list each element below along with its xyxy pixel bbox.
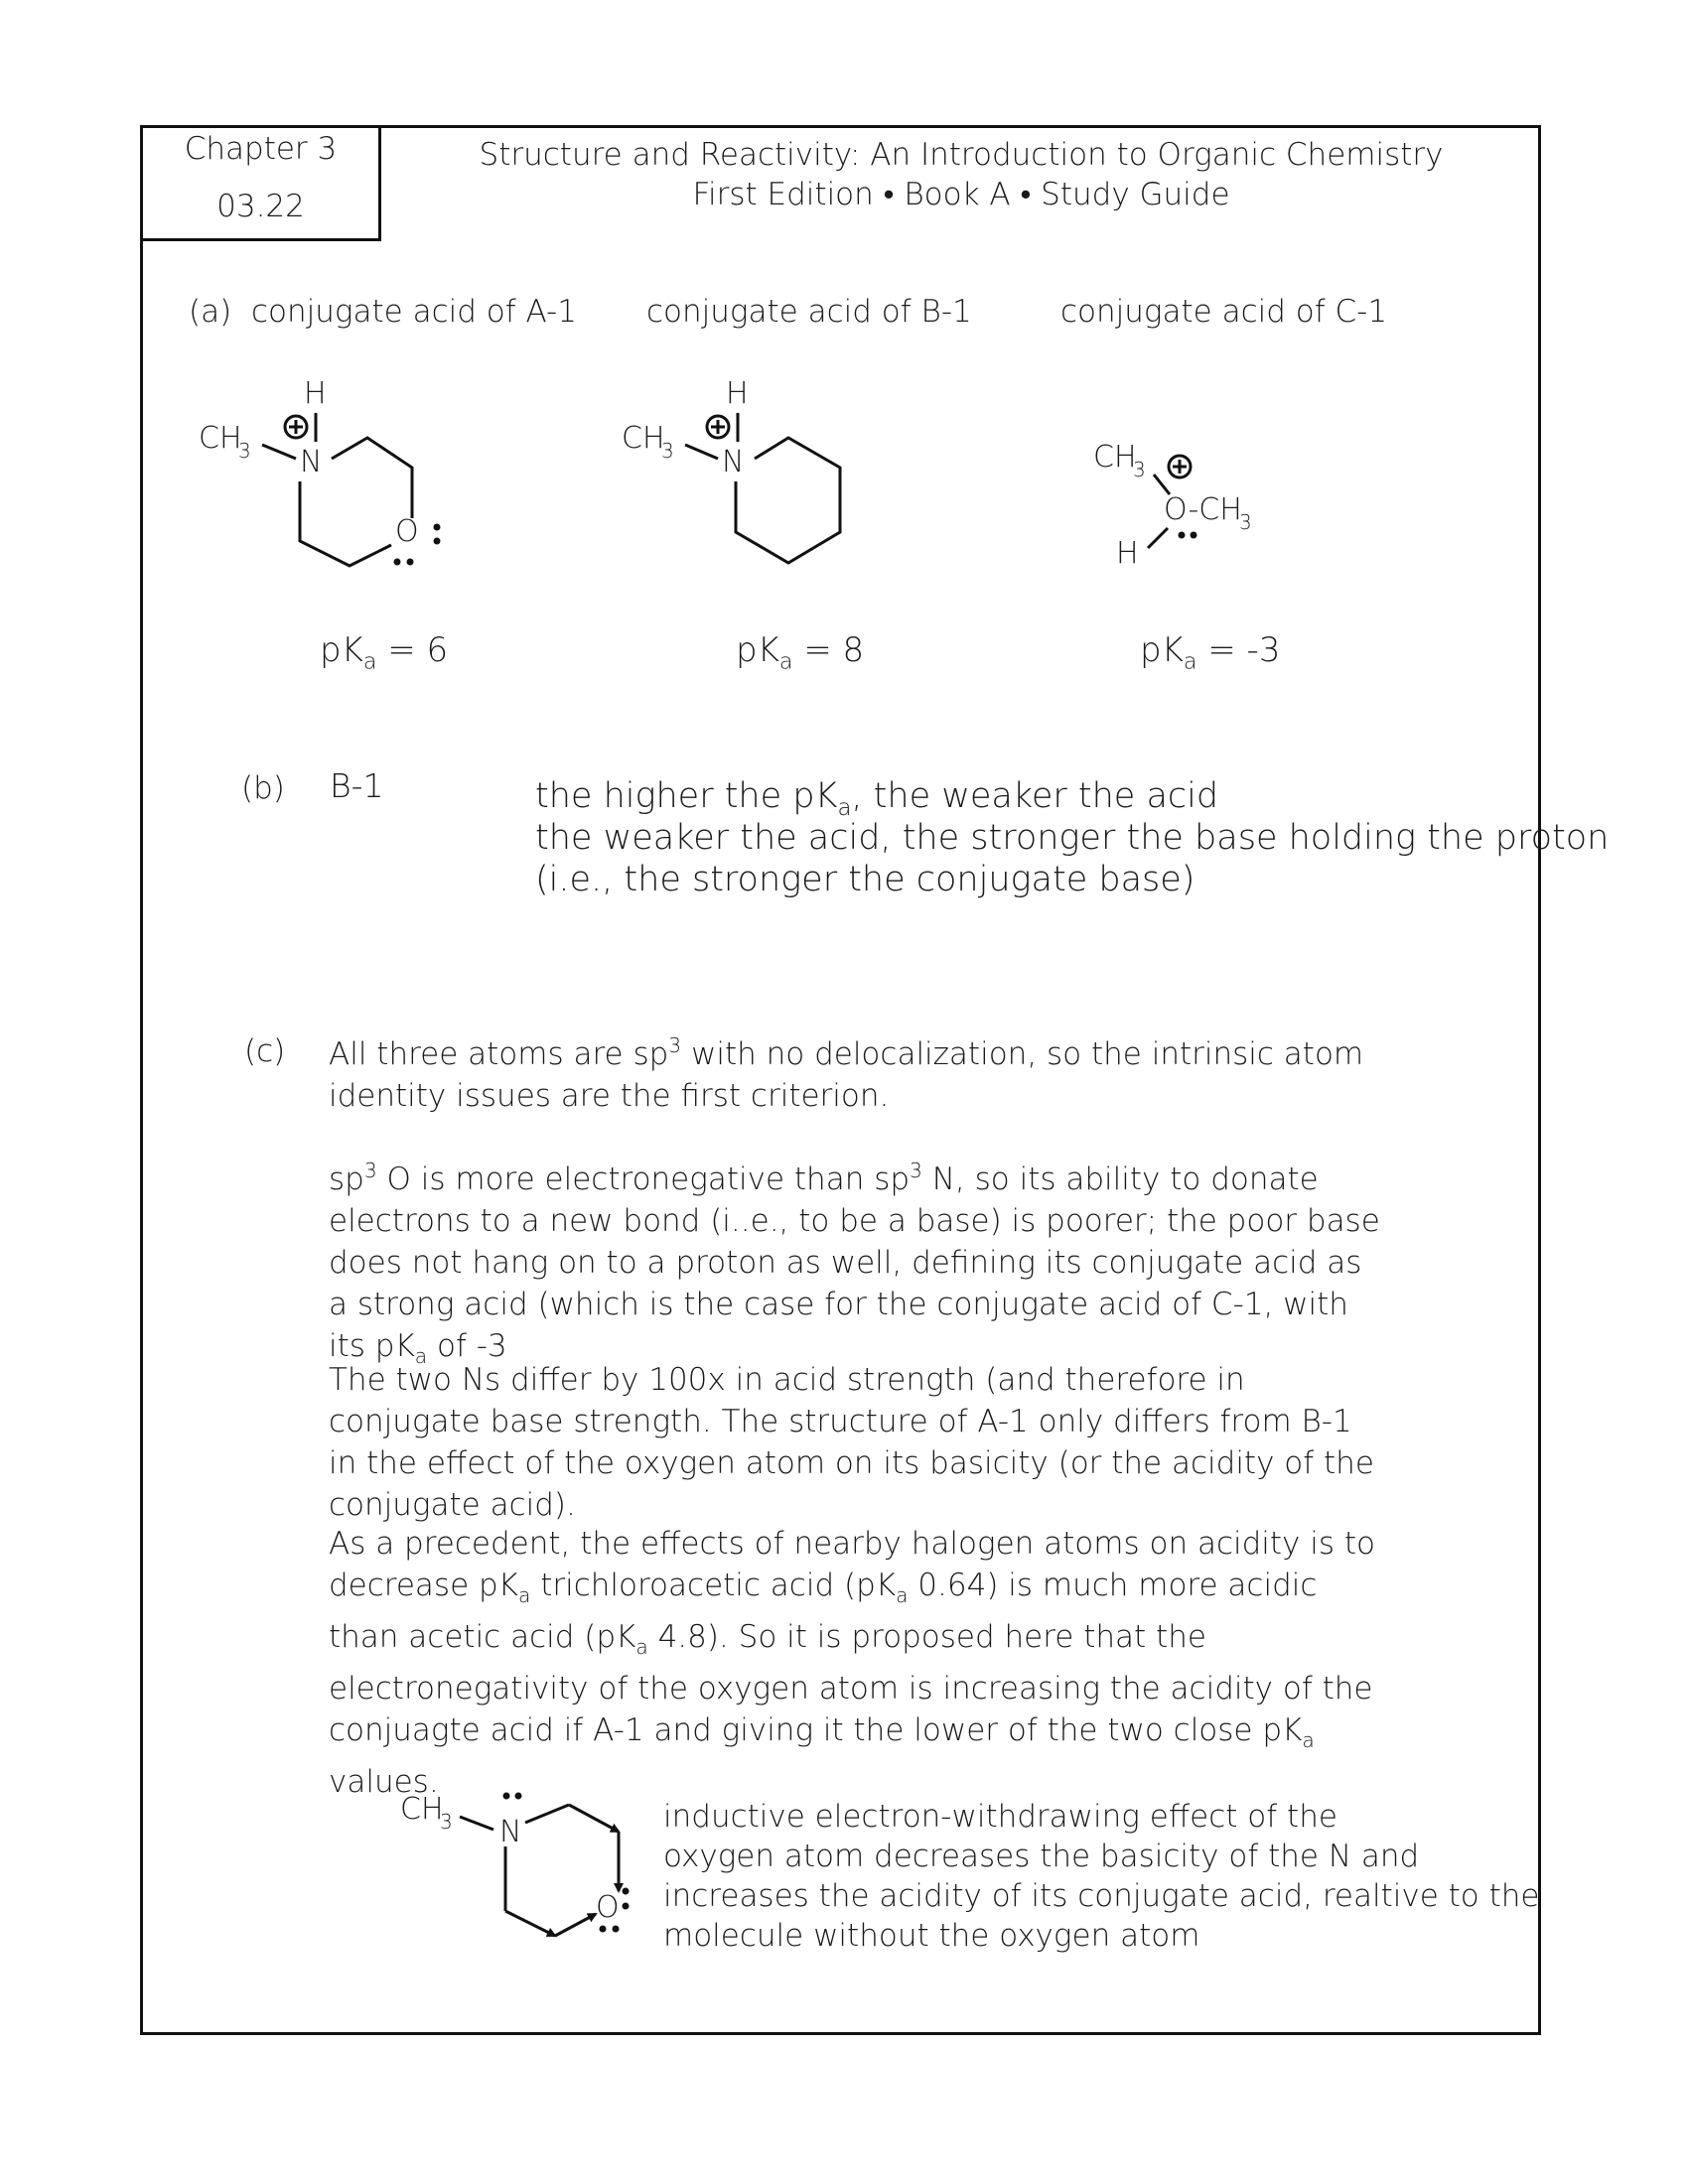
- a1-h-atom: H: [304, 376, 327, 411]
- part-b-answer: B-1: [330, 766, 384, 805]
- inductive-note-line-4: molecule without the oxygen atom: [663, 1918, 1200, 1954]
- book-title: Structure and Reactivity: An Introduction to Organic Chemistry: [479, 137, 1444, 173]
- b1-ch3-sub: 3: [661, 439, 674, 463]
- nmm-n-atom: N: [499, 1815, 522, 1849]
- part-c-paragraph-4: As a precedent, the effects of nearby halogen atoms on acidity is to decrease $pK_a$ trichloroacetic acid ($pK_a$ 0.64) is much more acidic than acetic acid ($pK_a$ 4.8). So it is proposed here that the electronegativity of the oxygen atom is increasing the acidity of the conjuagte acid if A-1 and giving it the lower of the two close $pK_a$ values.: [329, 1526, 1375, 1801]
- c1-h-atom: H: [1116, 536, 1139, 571]
- part-c-paragraph-2: $sp^3$ O is more electronegative than $sp^3$ N, so its ability to donate electrons to a new bond (i..e., to be a base) is poorer; the poor base does not hang on to a proton as well, defining its conjugate acid as a strong acid (which is the case for the conjugate acid of C-1, with its $pK_a$ of -3: [329, 1159, 1380, 1369]
- a1-ch3-bond: [262, 445, 296, 459]
- pka-c1: $pK_a = -3$: [1140, 630, 1281, 675]
- nmm-ring-top: [525, 1805, 569, 1823]
- a1-ring-left: [300, 481, 391, 566]
- book-subtitle: First Edition • Book A • Study Guide: [692, 177, 1230, 212]
- nmm-ch3-bond: [460, 1817, 493, 1830]
- a1-ch3-sub: 3: [238, 439, 251, 463]
- chapter-label: Chapter 3: [184, 131, 338, 167]
- nmm-ch3-sub: 3: [440, 1810, 453, 1834]
- c1-o-ch3-sub: 3: [1239, 510, 1252, 534]
- c1-h-bond: [1148, 528, 1168, 548]
- pka-a1: $pK_a = 6$: [320, 630, 449, 675]
- part-b-line-1: the higher the $pK_a$, the weaker the acid: [535, 776, 1219, 821]
- nmm-ch3-c: CH: [400, 1792, 444, 1827]
- a1-n-atom: N: [300, 445, 323, 479]
- section-code: 03.22: [216, 189, 305, 224]
- b1-n-atom: N: [722, 445, 745, 479]
- b1-ring: [736, 438, 840, 563]
- inductive-note-line-1: inductive electron-withdrawing effect of the: [663, 1799, 1337, 1835]
- inductive-note-line-3: increases the acidity of its conjugate acid, realtive to the: [663, 1878, 1540, 1914]
- part-b-line-3: (i.e., the stronger the conjugate base): [535, 860, 1196, 899]
- b1-ch3-bond: [685, 445, 718, 459]
- b1-h-atom: H: [726, 376, 749, 411]
- nmm-o-atom: O: [596, 1890, 620, 1925]
- nmm-arrow-1: [569, 1805, 619, 1832]
- c1-ch3-bond: [1154, 475, 1170, 494]
- acid-b1-title: conjugate acid of B-1: [646, 294, 972, 330]
- c1-ch3-c: CH: [1093, 440, 1137, 475]
- part-a-label: (a): [189, 294, 232, 330]
- acid-a1-title: conjugate acid of A-1: [251, 294, 577, 330]
- a1-ch3-c: CH: [199, 421, 242, 456]
- part-b-label: (b): [241, 770, 285, 806]
- b1-ch3-c: CH: [622, 421, 665, 456]
- c1-o-ch3: O-CH: [1164, 492, 1242, 527]
- part-c-paragraph-1: All three atoms are $sp^3$ with no delocalization, so the intrinsic atom identity issues are the first criterion.: [329, 1033, 1364, 1115]
- inductive-note-line-2: oxygen atom decreases the basicity of the N and: [663, 1839, 1420, 1874]
- acid-c1-title: conjugate acid of C-1: [1060, 294, 1388, 330]
- c1-ch3-sub: 3: [1133, 458, 1146, 481]
- part-c-label: (c): [244, 1033, 286, 1069]
- nmm-arrow-4: [555, 1914, 596, 1936]
- a1-o-atom: O: [395, 514, 419, 549]
- part-c-paragraph-3: The two Ns differ by 100x in acid strength (and therefore in conjugate base strength. The structure of A-1 only differs from B-1 in the effect of the oxygen atom on its basicity (or the acidity of the conjugate acid).: [329, 1362, 1374, 1523]
- a1-ring-right: [332, 438, 412, 518]
- part-b-line-2: the weaker the acid, the stronger the base holding the proton: [535, 818, 1610, 858]
- nmm-arrow-3: [505, 1911, 555, 1936]
- pka-b1: $pK_a = 8$: [736, 630, 865, 675]
